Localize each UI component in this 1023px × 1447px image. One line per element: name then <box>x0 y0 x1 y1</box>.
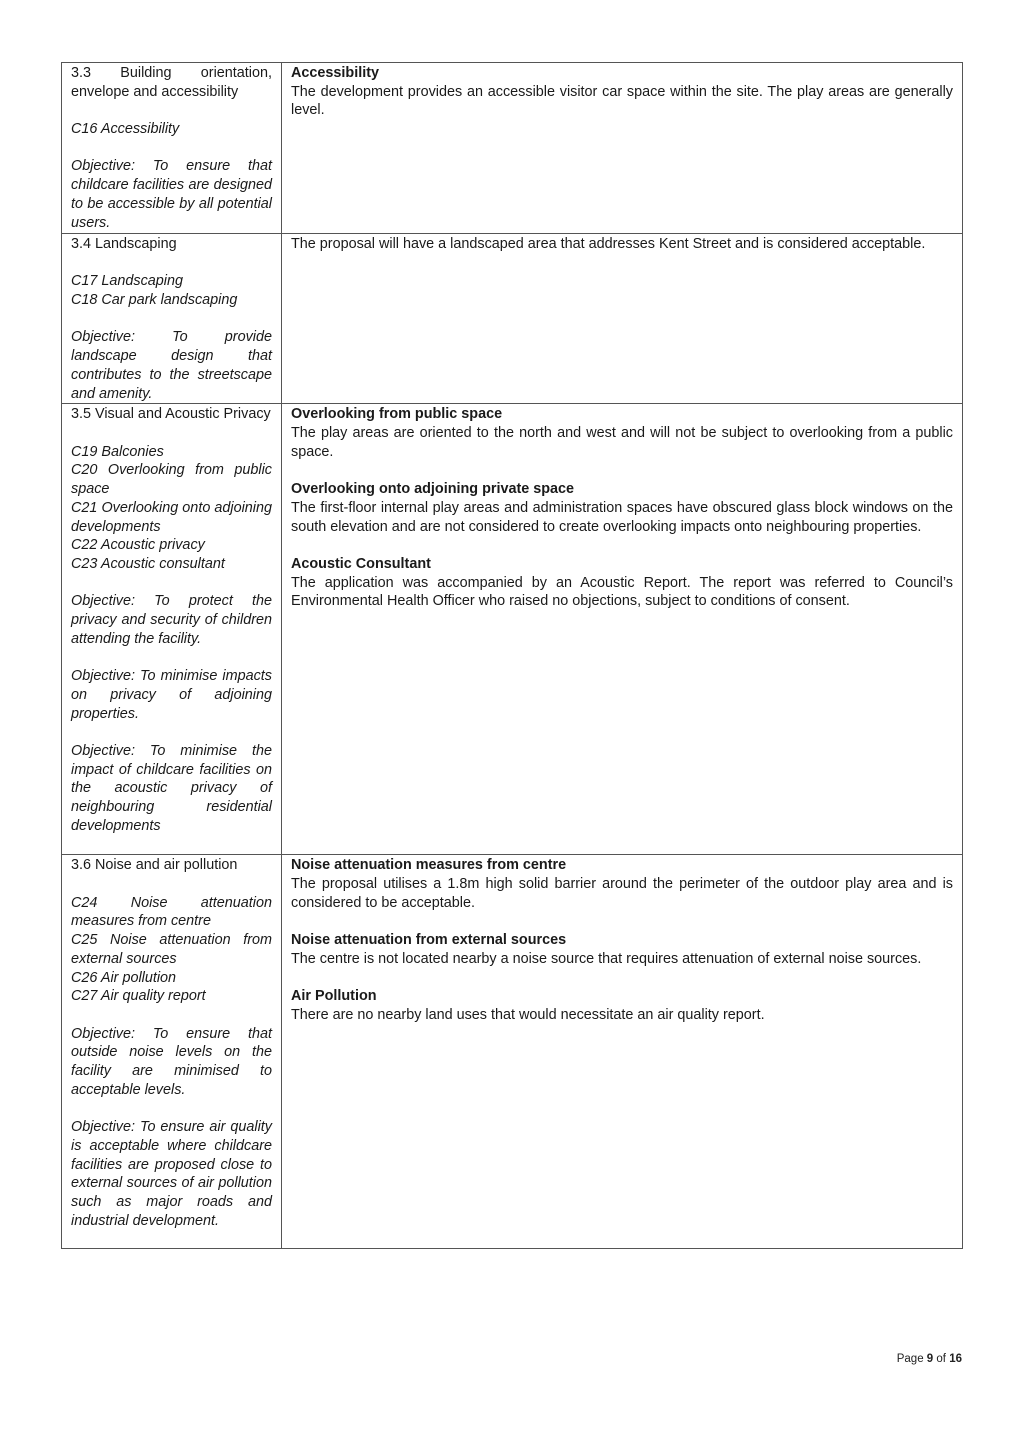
assessment-text: The application was accompanied by an Acoustic Report. The report was referred to Council’s Environmental Health Officer who raised no objections, subject to conditions of consent. <box>291 574 953 610</box>
objective-text: Objective: To ensure that outside noise levels on the facility are minimised to acceptable levels. <box>71 1025 272 1098</box>
assessment-cell <box>282 63 963 234</box>
control-item: C27 Air quality report <box>71 988 206 1005</box>
assessment-block <box>291 555 953 611</box>
control-item: C25 Noise attenuation from external sources <box>71 932 272 967</box>
section-title: 3.6 Noise and air pollution <box>71 857 238 874</box>
control-item: C26 Air pollution <box>71 969 177 986</box>
total-pages: 16 <box>949 1353 962 1365</box>
page-number: 9 <box>926 1353 934 1365</box>
assessment-heading: Overlooking onto adjoining private space <box>291 481 575 498</box>
assessment-heading: Air Pollution <box>291 988 377 1005</box>
control-item: C21 Overlooking onto adjoining developments <box>71 499 272 535</box>
objective-text: Objective: To ensure air quality is acceptable where childcare facilities are proposed close to external sources of air pollution such as major roads and industrial development. <box>71 1119 272 1229</box>
control-cell <box>62 234 282 404</box>
assessment-text: The first-floor internal play areas and administration spaces have obscured glass block windows on the south elevation and are not considered to create overlooking impacts onto neighbouring properties. <box>291 499 953 535</box>
section-title: 3.5 Visual and Acoustic Privacy <box>71 406 271 423</box>
control-item: C17 Landscaping <box>71 273 184 290</box>
assessment-heading: Overlooking from public space <box>291 406 503 423</box>
control-cell <box>62 404 282 855</box>
table-row <box>62 855 963 1249</box>
objective-text: Objective: To minimise impacts on privacy of adjoining properties. <box>71 668 272 722</box>
control-item: C19 Balconies <box>71 443 164 460</box>
assessment-text: There are no nearby land uses that would necessitate an air quality report. <box>291 1006 765 1023</box>
control-item: C16 Accessibility <box>71 121 180 138</box>
assessment-text: The centre is not located nearby a noise source that requires attenuation of external noise sources. <box>291 950 922 967</box>
control-cell <box>62 855 282 1249</box>
assessment-block <box>291 856 953 912</box>
table-row <box>62 234 963 404</box>
assessment-cell <box>282 234 963 404</box>
assessment-block <box>291 931 953 968</box>
assessment-cell <box>282 404 963 855</box>
assessment-block <box>291 987 953 1024</box>
page-label: Page <box>896 1353 924 1365</box>
section-title: 3.4 Landscaping <box>71 236 177 252</box>
objective-text: Objective: To provide landscape design that contributes to the streetscape and amenity. <box>71 329 272 402</box>
objective-text: Objective: To ensure that childcare facilities are designed to be accessible by all potential users. <box>71 158 272 231</box>
objective-text: Objective: To protect the privacy and security of children attending the facility. <box>71 593 272 647</box>
assessment-cell <box>282 855 963 1249</box>
control-item: C18 Car park landscaping <box>71 292 238 309</box>
assessment-block <box>291 405 953 461</box>
assessment-text: The proposal utilises a 1.8m high solid barrier around the perimeter of the outdoor play area and is considered to be acceptable. <box>291 876 953 911</box>
assessment-heading: Acoustic Consultant <box>291 555 431 572</box>
assessment-block <box>291 480 953 536</box>
assessment-table <box>61 62 963 1249</box>
assessment-heading: Noise attenuation from external sources <box>291 932 567 949</box>
of-label: of <box>936 1353 946 1365</box>
assessment-block <box>291 235 953 254</box>
control-item: C23 Acoustic consultant <box>71 555 225 572</box>
control-item: C22 Acoustic privacy <box>71 537 205 554</box>
table-row <box>62 404 963 855</box>
control-item: C24 Noise attenuation measures from centre <box>71 894 272 930</box>
table-row <box>62 63 963 234</box>
assessment-text: The development provides an accessible visitor car space within the site. The play areas are generally level. <box>291 83 953 119</box>
assessment-heading: Accessibility <box>291 65 379 81</box>
control-cell <box>62 63 282 234</box>
assessment-text: The play areas are oriented to the north and west and will not be subject to overlooking from a public space. <box>291 425 953 460</box>
objective-text: Objective: To minimise the impact of childcare facilities on the acoustic privacy of neighbouring residential developments <box>71 742 272 834</box>
control-item: C20 Overlooking from public space <box>71 462 272 498</box>
assessment-text: The proposal will have a landscaped area that addresses Kent Street and is considered acceptable. <box>291 236 926 252</box>
assessment-block <box>291 64 953 120</box>
page-footer <box>860 1353 962 1365</box>
section-title: 3.3 Building orientation, envelope and accessibility <box>71 65 272 100</box>
assessment-heading: Noise attenuation measures from centre <box>291 857 567 874</box>
